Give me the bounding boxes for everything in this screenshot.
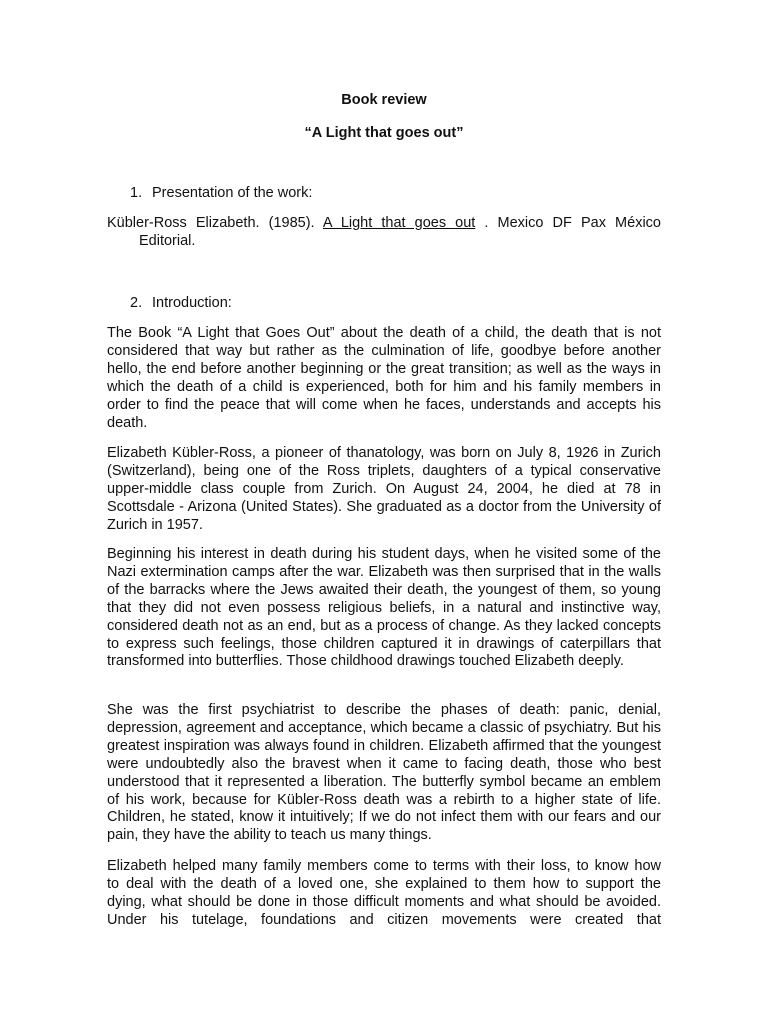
paragraph-line: Elizabeth helped many family members come to terms with their loss, to know how [107,858,661,874]
bibliographic-reference [107,214,661,250]
reference-line-1 [107,214,661,232]
reference-book-title: A Light that goes out [322,215,476,231]
paragraph-line: dying, what should be done in those difficult moments and what should be avoided. [107,893,661,910]
reference-publisher: . Mexico DF Pax México [484,215,661,231]
paragraph: The Book “A Light that Goes Out” about the death of a child, the death that is not considered that way but rather as the culmination of life, goodbye before another hello, the end before another beginning or the great transition; as well as the ways in which the death of a child is experienced, both for him and his family members in order to find the peace that will come when he faces, understands and accepts his death. [107,325,661,431]
section-label: Presentation of the work: [152,185,313,201]
section-number: 1. [130,185,143,201]
reference-authors-year: Kübler-Ross Elizabeth. (1985). [107,215,315,231]
book-title-heading: “A Light that goes out” [304,125,464,141]
paragraph: Beginning his interest in death during his student days, when he visited some of the Nazi extermination camps after the war. Elizabeth was then surprised that in the walls of the barracks where the Jews awaited their death, the youngest of them, so young that they did not even possess religious beliefs, in a natural and instinctive way, considered death not as an end, but as a process of change. As they lacked concepts to express such feelings, those children captured it in drawings of caterpillars that transformed into butterflies. Those childhood drawings touched Elizabeth deeply. [107,546,661,670]
paragraph [107,858,661,930]
document-title: Book review [341,92,427,108]
paragraph: She was the first psychiatrist to describe the phases of death: panic, denial, depression, agreement and acceptance, which became a classic of psychiatry. But his greatest inspiration was always found in children. Elizabeth affirmed that the youngest were undoubtedly also the bravest when it came to facing death, those who best understood that it represented a liberation. The butterfly symbol became an emblem of his work, because for Kübler-Ross death was a rebirth to a higher state of life. Children, he stated, know it intuitively; If we do not infect them with our fears and our pain, they have the ability to teach us many things. [107,702,661,844]
paragraph-line: to deal with the death of a loved one, she explained to them how to support the [107,875,661,892]
section-number: 2. [130,295,143,311]
section-heading-presentation [130,184,312,202]
paragraph: Elizabeth Kübler-Ross, a pioneer of thanatology, was born on July 8, 1926 in Zurich (Switzerland), being one of the Ross triplets, daughters of a typical conservative upper-middle class couple from Zurich. On August 24, 2004, he died at 78 in Scottsdale - Arizona (United States). She graduated as a doctor from the University of Zurich in 1957. [107,445,661,533]
section-heading-introduction [130,294,232,312]
paragraph-line: Under his tutelage, foundations and citizen movements were created that [107,911,661,928]
section-label: Introduction: [152,295,232,311]
reference-line-2: Editorial. [139,233,196,249]
